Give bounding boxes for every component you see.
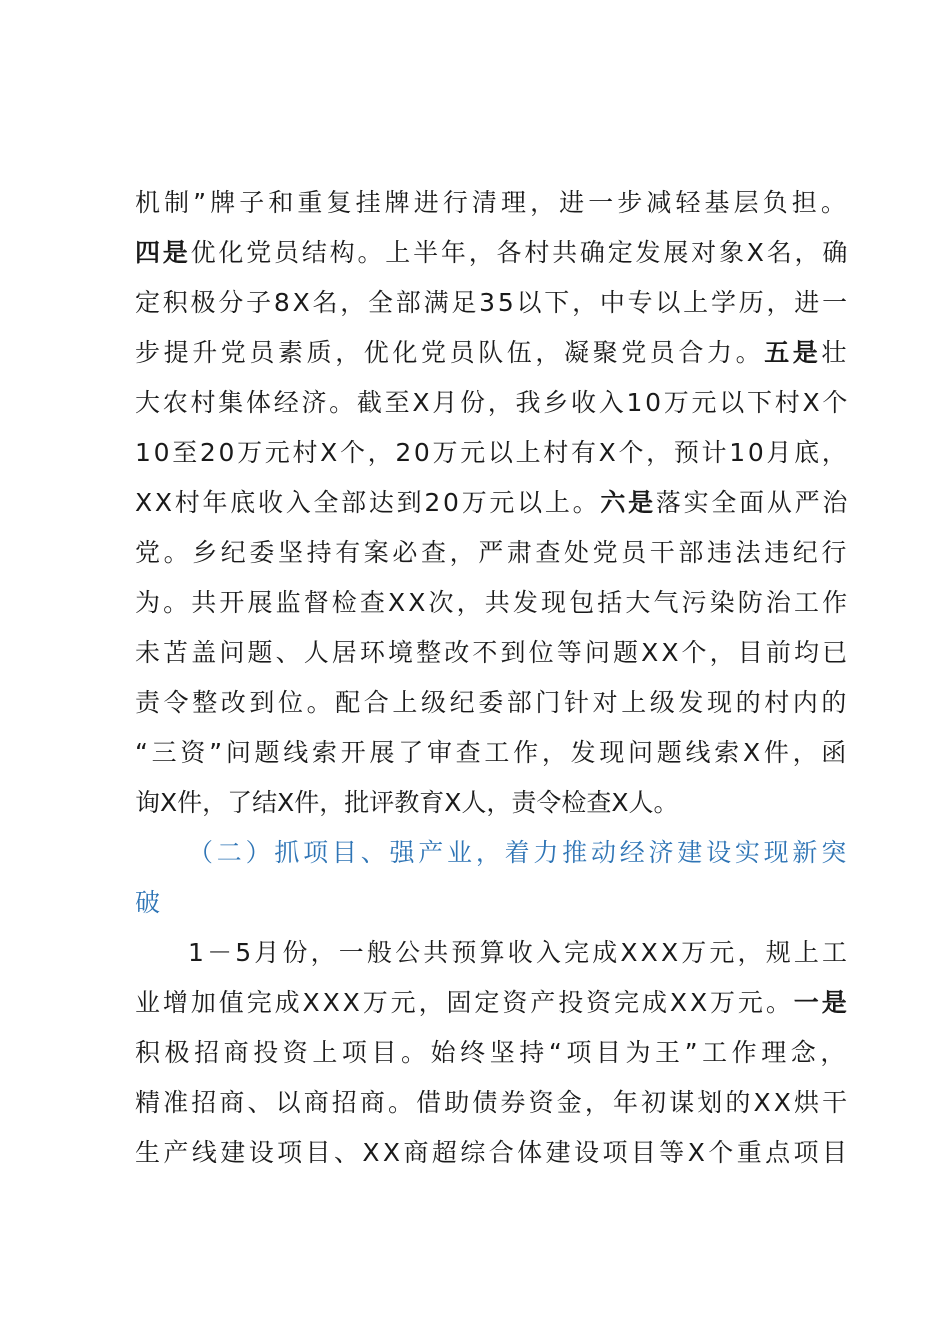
text-run: 精准招商、以商招商。借助债券资金，年初谋划的XX烘干 [135, 1088, 851, 1117]
text-run: 生产线建设项目、XX商超综合体建设项目等X个重点项目 [135, 1138, 851, 1167]
text-line [135, 178, 850, 228]
text-run: 责令整改到位。配合上级纪委部门针对上级发现的村内的 [135, 688, 851, 717]
text-line [135, 428, 850, 478]
text-run: 落实全面从严治 [655, 488, 851, 517]
text-line [135, 328, 850, 378]
text-line [135, 728, 850, 778]
text-line [135, 528, 850, 578]
text-run: XX村年底收入全部达到20万元以上。 [135, 488, 601, 517]
text-line [135, 1128, 850, 1178]
text-line [135, 978, 850, 1028]
text-run: 机制”牌子和重复挂牌进行清理，进一步减轻基层负担。 [135, 188, 850, 217]
text-line [135, 678, 850, 728]
text-run: 步提升党员素质，优化党员队伍，凝聚党员合力。 [135, 338, 765, 367]
text-run: 10至20万元村X个，20万元以上村有X个，预计10月底， [135, 438, 850, 467]
text-run: 询X件，了结X件，批评教育X人，责令检查X人。 [135, 788, 679, 817]
bold-run: 四是 [135, 238, 191, 267]
text-line [135, 228, 850, 278]
text-run: 定积极分子8X名，全部满足35以下，中专以上学历，进一 [135, 288, 850, 317]
section-heading-line: 破 [135, 888, 161, 917]
text-line [135, 1028, 850, 1078]
text-line [135, 628, 850, 678]
text-line [135, 1078, 850, 1128]
section-heading-line: （二）抓项目、强产业，着力推动经济建设实现新突 [188, 838, 851, 867]
text-run: 为。共开展监督检查XX次，共发现包括大气污染防治工作 [135, 588, 851, 617]
bold-run: 六是 [600, 488, 656, 517]
text-line [135, 478, 850, 528]
text-run: “三资”问题线索开展了审查工作，发现问题线索X件，函 [135, 738, 851, 767]
text-run: 壮 [821, 338, 851, 367]
text-line [135, 278, 850, 328]
text-run: 优化党员结构。上半年，各村共确定发展对象X名，确 [190, 238, 851, 267]
bold-run: 一是 [793, 988, 850, 1017]
text-run: 党。乡纪委坚持有案必查，严肃查处党员干部违法违纪行 [135, 538, 851, 567]
text-run: 大农村集体经济。截至X月份，我乡收入10万元以下村X个 [135, 388, 851, 417]
text-run: 业增加值完成XXX万元，固定资产投资完成XX万元。 [135, 988, 794, 1017]
text-run: 未苫盖问题、人居环境整改不到位等问题XX个，目前均已 [135, 638, 851, 667]
text-run: 积极招商投资上项目。始终坚持“项目为王”工作理念， [135, 1038, 850, 1067]
text-line [188, 928, 850, 978]
text-line [135, 378, 850, 428]
text-run: 1－5月份，一般公共预算收入完成XXX万元，规上工 [188, 938, 851, 967]
text-line [135, 778, 679, 828]
text-line [135, 578, 850, 628]
bold-run: 五是 [764, 338, 822, 367]
